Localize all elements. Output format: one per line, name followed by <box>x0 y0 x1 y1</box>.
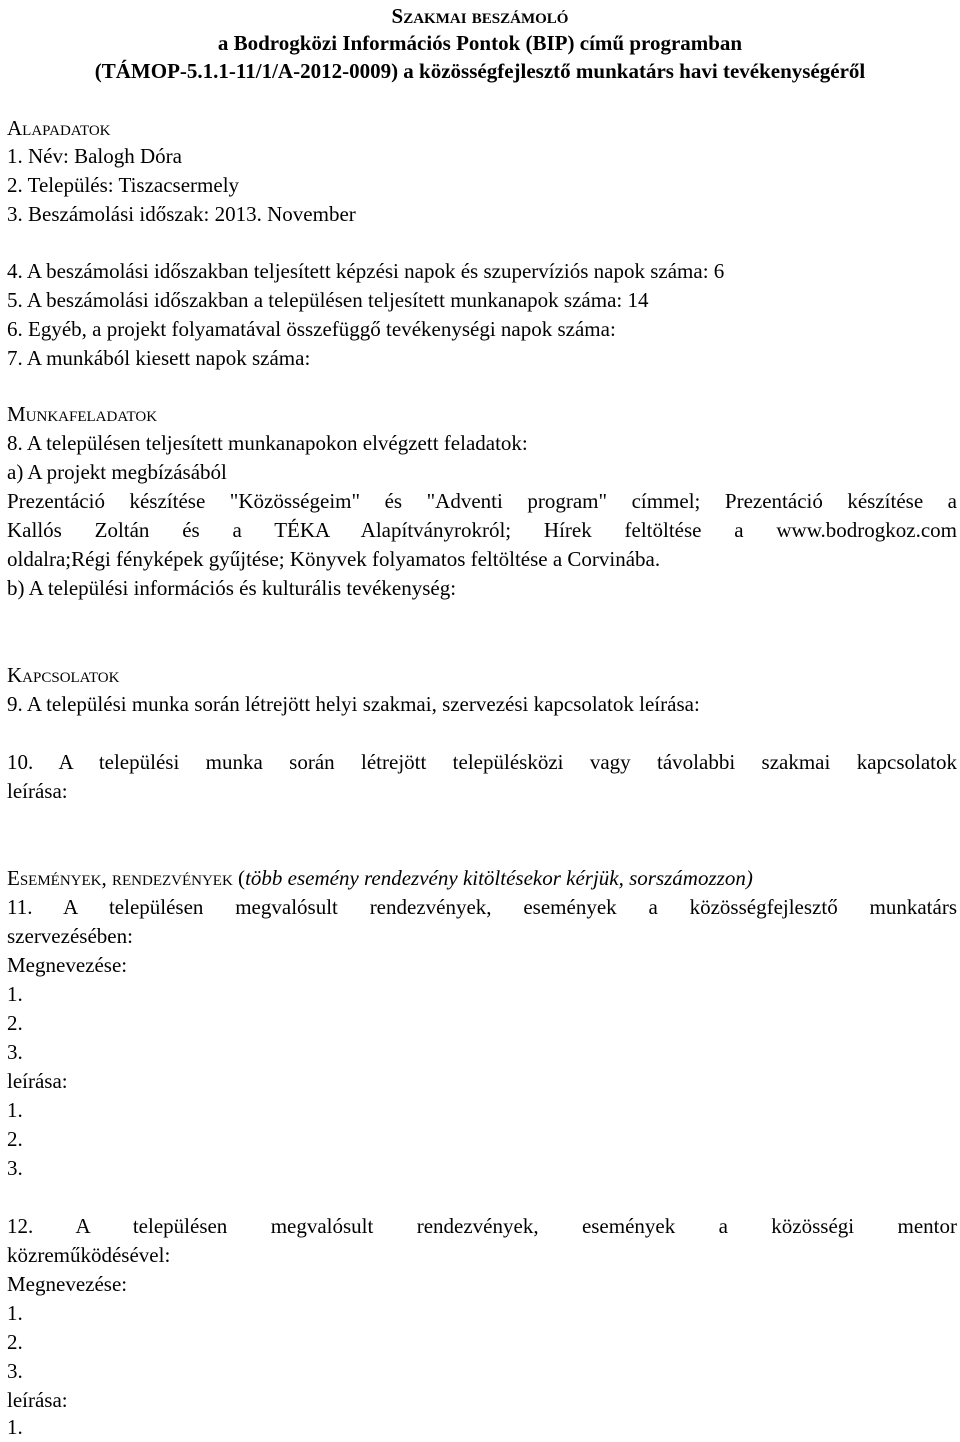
list-number: 3. <box>7 1156 23 1180</box>
leirasa-label: leírása: <box>7 1388 68 1412</box>
megnevezese-label: Megnevezése: <box>7 953 128 977</box>
list-number: 1. <box>7 1301 23 1325</box>
subsection-a-text-line: Kallós Zoltán és a TÉKA Alapítványrokról; Hírek feltöltése a www.bodrogkoz.com <box>7 518 957 542</box>
list-number: 1. <box>7 982 23 1006</box>
megnevezese-label: Megnevezése: <box>7 1272 128 1296</box>
subsection-b-label: b) A települési információs és kulturális tevékenység: <box>7 576 457 600</box>
question-11-line: szervezésében: <box>7 924 133 948</box>
subsection-a-label: a) A projekt megbízásából <box>7 460 227 484</box>
esemenyek-heading-note: több esemény rendezvény kitöltésekor kérjük, sorszámozzon) <box>245 866 753 890</box>
list-number: 1. <box>7 1415 23 1439</box>
list-number: 3. <box>7 1040 23 1064</box>
list-number: 3. <box>7 1359 23 1383</box>
section-heading-munkafeladatok: Munkafeladatok <box>7 402 158 426</box>
question-10-line: leírása: <box>7 779 68 803</box>
section-heading-esemenyek <box>7 864 957 893</box>
section-heading-kapcsolatok: Kapcsolatok <box>7 663 120 687</box>
question-9: 9. A települési munka során létrejött helyi szakmai, szervezési kapcsolatok leírása: <box>7 692 700 716</box>
list-number: 2. <box>7 1011 23 1035</box>
question-11-line: 11. A településen megvalósult rendezvények, események a közösségfejlesztő munkatárs <box>7 895 957 919</box>
question-10-line: 10. A települési munka során létrejött településközi vagy távolabbi szakmai kapcsolatok <box>7 750 957 774</box>
section-heading-alapadatok: Alapadatok <box>7 116 111 140</box>
leirasa-label: leírása: <box>7 1069 68 1093</box>
field-beszamolasi-idoszak: 3. Beszámolási időszak: 2013. November <box>7 202 356 226</box>
question-8: 8. A településen teljesített munkanapokon elvégzett feladatok: <box>7 431 528 455</box>
subsection-a-text-line: oldalra;Régi fényképek gyűjtése; Könyvek folyamatos feltöltése a Corvinába. <box>7 547 661 571</box>
field-munkanapok: 5. A beszámolási időszakban a településen teljesített munkanapok száma: 14 <box>7 288 649 312</box>
question-12-line: 12. A településen megvalósult rendezvények, események a közösségi mentor <box>7 1214 957 1238</box>
field-kiesett-napok: 7. A munkából kiesett napok száma: <box>7 346 311 370</box>
esemenyek-heading-text: Események, rendezvények ( <box>7 866 246 890</box>
field-nev: 1. Név: Balogh Dóra <box>7 144 182 168</box>
field-kepzesi-napok: 4. A beszámolási időszakban teljesített képzési napok és szupervíziós napok száma: 6 <box>7 259 725 283</box>
list-number: 2. <box>7 1330 23 1354</box>
subsection-a-text-line: Prezentáció készítése "Közösségeim" és "Adventi program" címmel; Prezentáció készítése a <box>7 489 957 513</box>
field-telepules: 2. Település: Tiszacsermely <box>7 173 240 197</box>
list-number: 2. <box>7 1127 23 1151</box>
report-subtitle-program: a Bodrogközi Információs Pontok (BIP) című programban <box>217 31 743 55</box>
question-12-line: közreműködésével: <box>7 1243 171 1267</box>
report-title: Szakmai beszámoló <box>391 4 569 28</box>
report-subtitle-project: (TÁMOP-5.1.1-11/1/A-2012-0009) a közösségfejlesztő munkatárs havi tevékenységéről <box>94 59 866 83</box>
list-number: 1. <box>7 1098 23 1122</box>
field-egyeb-napok: 6. Egyéb, a projekt folyamatával összefüggő tevékenységi napok száma: <box>7 317 616 341</box>
